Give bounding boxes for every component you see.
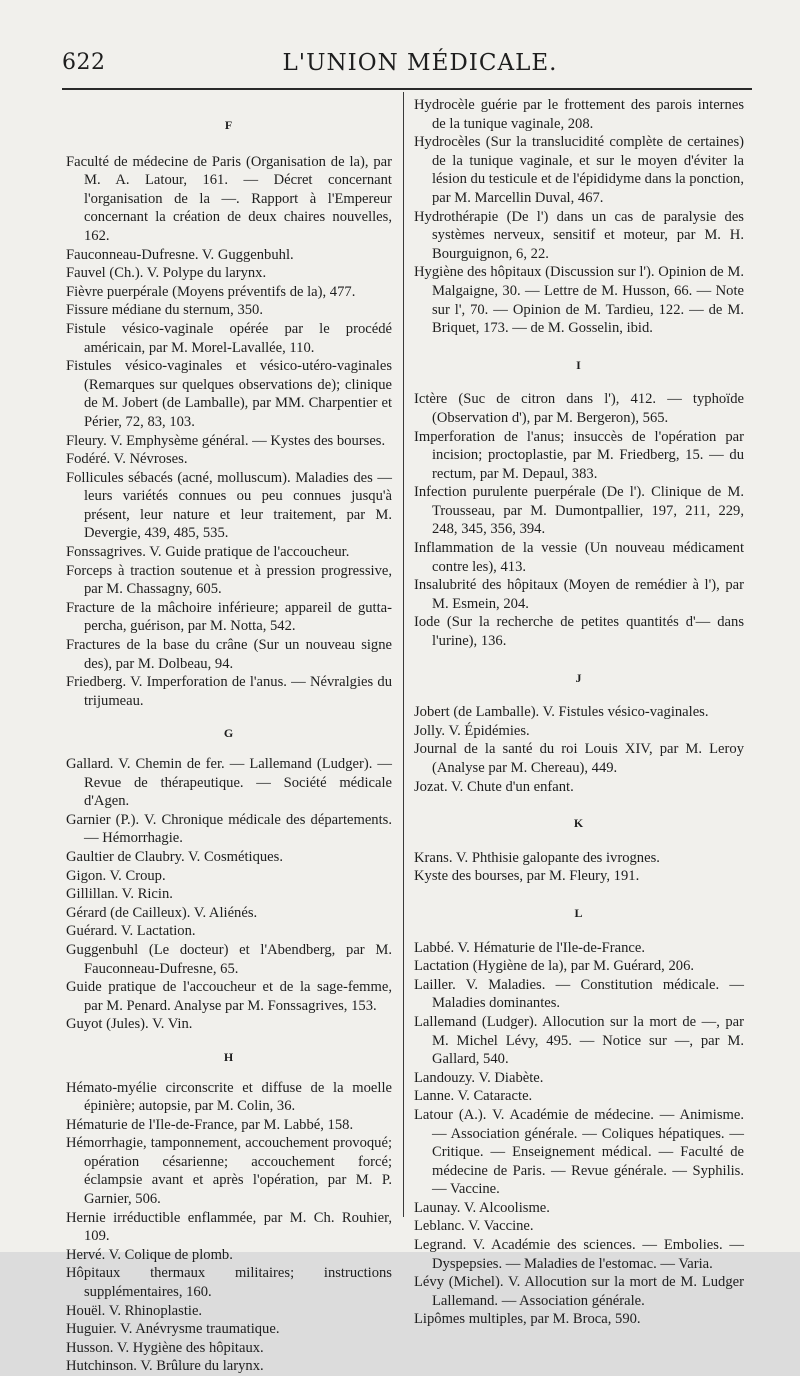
index-entry: Hémato-myélie circonscrite et diffuse de la moelle épinière; autopsie, par M. Colin, 36.	[66, 1079, 392, 1115]
index-entry: Ictère (Suc de citron dans l'), 412. — typhoïde (Observation d'), par M. Bergeron), 565.	[414, 391, 744, 426]
index-entry: Gaultier de Claubry. V. Cosmétiques.	[66, 848, 283, 865]
index-entry: Fistule vésico-vaginale opérée par le procédé américain, par M. Morel-Lavallée, 110.	[66, 320, 392, 356]
index-entry: Fièvre puerpérale (Moyens préventifs de la), 477.	[66, 283, 356, 300]
index-entry: Lévy (Michel). V. Allocution sur la mort de M. Ludger Lallemand. — Association générale.	[414, 1274, 744, 1309]
running-title: L'UNION MÉDICALE.	[282, 50, 558, 76]
section-letter: L	[574, 905, 584, 920]
index-entry: Lactation (Hygiène de la), par M. Guérard, 206.	[414, 958, 695, 975]
section-letter: H	[223, 1049, 235, 1064]
index-entry: Hervé. V. Colique de plomb.	[66, 1246, 233, 1263]
index-entry: Infection purulente puerpérale (De l'). Clinique de M. Trousseau, par M. Dumontpallier, 197, 211, 229, 248, 345, 356, 394.	[414, 484, 744, 538]
index-entry: Lanne. V. Cataracte.	[414, 1088, 533, 1105]
index-entry: Labbé. V. Hématurie de l'Ile-de-France.	[414, 939, 646, 956]
index-entry: Hydrocèles (Sur la translucidité complète de certaines) de la tunique vaginale, et sur le moyen d'éviter la lésion du testicule et de l'épididyme dans la ponction, par M. Marcellin Duval, 467.	[414, 134, 744, 206]
section-letter: G	[223, 726, 235, 741]
index-entry: Insalubrité des hôpitaux (Moyen de remédier à l'), par M. Esmein, 204.	[414, 577, 744, 612]
index-entry: Gillillan. V. Ricin.	[66, 886, 173, 903]
index-entry: Hématurie de l'Ile-de-France, par M. Labbé, 158.	[66, 1116, 354, 1133]
right-column	[414, 96, 744, 1329]
page-header	[0, 46, 800, 86]
index-entry: Jobert (de Lamballe). V. Fistules vésico-vaginales.	[414, 704, 709, 721]
index-entry: Forceps à traction soutenue et à pression progressive, par M. Chassagny, 605.	[66, 562, 392, 598]
left-column	[66, 96, 392, 1376]
section-letter: J	[575, 670, 583, 685]
index-entry: Legrand. V. Académie des sciences. — Embolies. — Dyspepsies. — Maladies de l'estomac. — Varia.	[414, 1237, 744, 1272]
index-entry: Journal de la santé du roi Louis XIV, par M. Leroy (Analyse par M. Chereau), 449.	[414, 741, 744, 776]
index-entry: Follicules sébacés (acné, molluscum). Maladies des — leurs variétés connues ou peu connues jusqu'à présent, leur nature et leur traitement, par M. Devergie, 439, 485, 535.	[66, 469, 392, 542]
index-entry: Gérard (de Cailleux). V. Aliénés.	[66, 904, 258, 921]
index-entry: Guérard. V. Lactation.	[66, 923, 196, 940]
index-entry: Huguier. V. Anévrysme traumatique.	[66, 1321, 280, 1338]
index-entry: Hôpitaux thermaux militaires; instructions supplémentaires, 160.	[66, 1265, 392, 1301]
index-entry: Husson. V. Hygiène des hôpitaux.	[66, 1339, 264, 1356]
index-entry: Landouzy. V. Diabète.	[414, 1069, 544, 1086]
index-entry: Guggenbuhl (Le docteur) et l'Abendberg, par M. Fauconneau-Dufresne, 65.	[66, 941, 392, 977]
index-entry: Fleury. V. Emphysème général. — Kystes des bourses.	[66, 432, 386, 449]
index-entry: Inflammation de la vessie (Un nouveau médicament contre les), 413.	[414, 540, 744, 575]
index-entry: Jolly. V. Épidémies.	[414, 722, 530, 739]
section-letter: K	[573, 816, 585, 831]
page-number: 622	[62, 50, 106, 75]
index-entry: Fistules vésico-vaginales et vésico-utéro-vaginales (Remarques sur quelques observations de); clinique de M. Jobert (de Lamballe), par MM. Charpentier et Périer, 72, 83, 103.	[66, 358, 392, 430]
index-entry: Jozat. V. Chute d'un enfant.	[414, 778, 574, 795]
index-entry: Launay. V. Alcoolisme.	[414, 1199, 550, 1216]
index-entry: Guyot (Jules). V. Vin.	[66, 1016, 193, 1033]
index-entry: Hutchinson. V. Brûlure du larynx.	[66, 1358, 264, 1375]
index-entry: Krans. V. Phthisie galopante des ivrognes.	[414, 849, 660, 866]
index-entry: Fodéré. V. Névroses.	[66, 451, 188, 468]
index-entry: Lipômes multiples, par M. Broca, 590.	[414, 1311, 641, 1328]
index-entry: Hernie irréductible enflammée, par M. Ch. Rouhier, 109.	[66, 1209, 392, 1245]
index-entry: Houël. V. Rhinoplastie.	[66, 1302, 203, 1319]
index-entry: Lallemand (Ludger). Allocution sur la mort de —, par M. Michel Lévy, 495. — Notice sur —, par M. Gallard, 540.	[414, 1013, 744, 1068]
index-entry: Garnier (P.). V. Chronique médicale des départements. — Hémorrhagie.	[66, 811, 392, 847]
index-entry: Faculté de médecine de Paris (Organisation de la), par M. A. Latour, 161. — Décret concernant l'organisation de la —. Rapport à l'Empereur concernant la création de deux chaires nouvelles, 162.	[66, 153, 392, 244]
index-entry: Gigon. V. Croup.	[66, 867, 166, 884]
index-entry: Fonssagrives. V. Guide pratique de l'accoucheur.	[66, 544, 350, 561]
index-entry: Guide pratique de l'accoucheur et de la sage-femme, par M. Penard. Analyse par M. Fonssagrives, 153.	[66, 979, 392, 1014]
index-entry: Fracture de la mâchoire inférieure; appareil de gutta-percha, guérison, par M. Notta, 542.	[66, 599, 392, 635]
index-entry: Leblanc. V. Vaccine.	[414, 1218, 534, 1235]
index-entry: Fauconneau-Dufresne. V. Guggenbuhl.	[66, 246, 294, 263]
section-letter: I	[576, 357, 582, 372]
index-entry: Hygiène des hôpitaux (Discussion sur l'). Opinion de M. Malgaigne, 30. — Lettre de M. Husson, 66. — Note sur l', 70. — Opinion de M. Tardieu, 122. — de M. Briquet, 173. — de M. Gosselin, ibid.	[414, 264, 744, 337]
index-entry: Imperforation de l'anus; insuccès de l'opération par incision; proctoplastie, par M. Friedberg, 15. — du rectum, par M. Depaul, 383.	[414, 428, 744, 482]
index-entry: Lailler. V. Maladies. — Constitution médicale. — Maladies dominantes.	[414, 976, 744, 1012]
section-letter: F	[224, 118, 234, 132]
index-entry: Fractures de la base du crâne (Sur un nouveau signe des), par M. Dolbeau, 94.	[66, 637, 392, 672]
index-entry: Iode (Sur la recherche de petites quantités d'— dans l'urine), 136.	[414, 614, 744, 650]
index-entry: Gallard. V. Chemin de fer. — Lallemand (Ludger). — Revue de thérapeutique. — Société médicale d'Agen.	[66, 756, 392, 810]
index-entry: Hydrocèle guérie par le frottement des parois internes de la tunique vaginale, 208.	[414, 97, 744, 132]
index-entry: Kyste des bourses, par M. Fleury, 191.	[414, 868, 640, 885]
index-entry: Fauvel (Ch.). V. Polype du larynx.	[66, 265, 267, 282]
index-entry: Hydrothérapie (De l') dans un cas de paralysie des systèmes nerveux, sensitif et moteur, par M. H. Bourguignon, 6, 22.	[414, 208, 744, 262]
column-divider	[403, 92, 404, 1217]
index-entry: Latour (A.). V. Académie de médecine. — Animisme. — Association générale. — Coliques hépatiques. — Critique. — Enseignement médical. — Faculté de médecine de Paris. — Revue générale. — Syphilis. — Vaccine.	[414, 1106, 744, 1198]
header-rule	[62, 88, 752, 90]
index-entry: Hémorrhagie, tamponnement, accouchement provoqué; opération césarienne; accouchement forcé; éclampsie avant et après l'opération, par M. P. Garnier, 506.	[66, 1135, 392, 1208]
index-entry: Friedberg. V. Imperforation de l'anus. — Névralgies du trijumeau.	[66, 674, 392, 709]
index-entry: Fissure médiane du sternum, 350.	[66, 302, 263, 319]
